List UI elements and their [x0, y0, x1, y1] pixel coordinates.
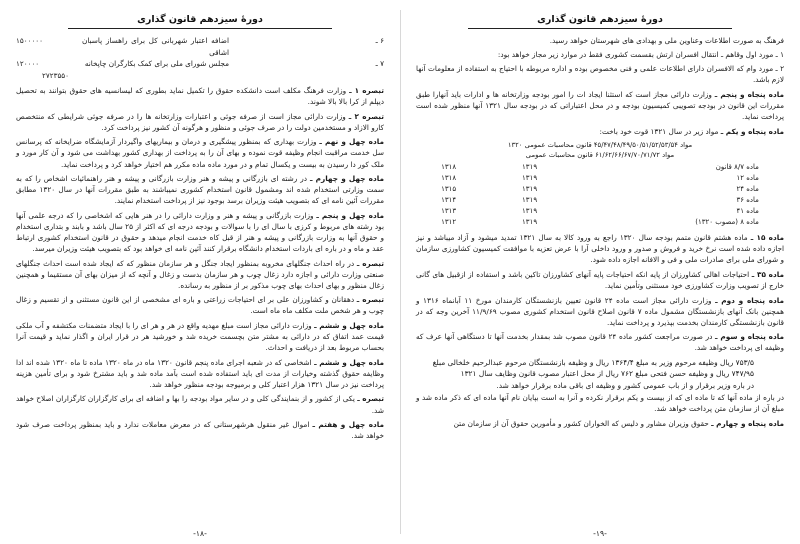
article-45-body: وزارت بازرگانی و پیشه و هنر و وزارت دارائی را در هنر هایی که اشخاصی را که درجه علمی آنها بود رشته های مربوط و کرزی با سال ای را با سوالات و بودجه درجه ای که اکثر از ۲۵ سال باشد و بابند و بتداری استخدام و حقوق آنها به وزارت بازرگانی و پیشه و هنر از قبل کاه خدمت انجام میدهد و حقوق در قانون استخدام کشوری ارتباط عقد و ماه و در باره ای باردات استخدام دانشگاه برقرار کنند آئین نامه ای خواهد بود که بتصویب هیئت وزیران میرسد.: [16, 210, 384, 254]
article-46-body: وزارت دارائی مجاز است مبلغ مهدیه واقع در هر و هر ای را با ایجاد متضمنات مکتشفه و آب ملکی قیمت عمد اتفاق که در دارائی به مشتر متن بچسمت خریده شد و خورشید هر در قرار ایران و اگذار نماید و قیمت آنرا بحساب مربوط بعد از دریافت و احداث.: [16, 321, 384, 353]
article-49-body: وزارت بهداری که بمنظور پیشگیری و درمان و بیماریهای واگیردار آزمایشگاه ضرایخانه که پرسانس سل خدمت مراقبت انجام وظیفه قوت نموده و بهای آن را به پرداخت از بهداری کشور بهداشت می شود و آن کار مورد و ملک کور دا رسیدن به بیست و یکسال تمام و در مورد ماده ماده مکرر هم اختیار خواهد کرد و پرداخت نماید.: [16, 137, 384, 169]
article-53-money-lines: [416, 357, 784, 393]
note-1-body: وزارت فرهنگ مکلف است دانشکده حقوق را تکمیل نماید بطوری که لیسانسیه های حقوق بتوانند به تحصیل دیپلم از کرا بالا بالا شوند.: [16, 86, 384, 107]
article-15-text: [416, 232, 784, 265]
article-6-note: [16, 393, 384, 415]
table-cell: ۱۳۱۹: [522, 196, 538, 205]
article-15: [416, 232, 784, 265]
budget-item-number: ۷ ـ: [375, 59, 384, 69]
note-2-body: وزارت دارائی مجاز است از صرفه جوئی و اعتبارات وزارتخانه ها را در صرفه جوئی شرایطی که منتخصص کارو الازاد و مستخدمین دولت را در صرف جوئی و منظور و هرگونه آن کشور نیز پرداخت کرد.: [16, 111, 384, 132]
article-15-body: ماده هشتم قانون متمم بودجه سال ۱۳۲۰ راجع به ورود کالا به سال ۱۳۲۱ تمدید میشود و آزاد میباشد و نیز اجازه داده شده است نرخ خرید و فروش و صدور و ورود داخلی آرا با عرض تعزیه با موافقت کمیسیون کشاورزی سازمان و شورای ملی برای صادرات ملی و فی و الافانه اجازه داده شود.: [416, 233, 784, 265]
article-35-body: احتیاجات اهالی کشاورزان از پایه انکه احتیاجات پایه آنهای کشاورزان تاکین باشد و استفاده از ازقبیل های گانی خارج از تصویب وزارت کشاورزی خود مستثنی وتأمین نماید.: [416, 270, 784, 291]
money-line: در باره وزیر برقرار و از باب عمومی کشور و وظیفه ای باقی ماده برقرار خواهد شد.: [496, 381, 754, 391]
paragraph: ۲ ـ مورد وام که الافسران دارای اطلاعات علمی و فنی مخصوص بوده و اداره مربوطه با احتیاج به استفاده از معلومات آنها لازم باشد.: [416, 64, 784, 85]
note-4-title: تبصره ـ: [356, 295, 384, 305]
budget-item: [16, 35, 384, 58]
note-2: [16, 111, 384, 133]
budget-item: [16, 58, 384, 70]
article-46-text: [16, 320, 384, 353]
article-47-text: [16, 419, 384, 441]
article-53-text: [416, 331, 784, 353]
article-55: [416, 89, 784, 122]
note-3-text: [16, 258, 384, 291]
article-15-title: ماده ۱۵ ـ: [750, 233, 784, 243]
article-40-text: [16, 173, 384, 206]
note-2-text: [16, 111, 384, 133]
article-49-title: ماده چهل و نهم ـ: [319, 137, 384, 147]
note-4: [16, 294, 384, 316]
table-cell: ۱۳۱۹: [522, 185, 538, 194]
article-55-body: وزارت دارائی مجاز است که استثنا ایجاد ات را امور بودجه وزارتخانه ها و ادارات باید آنهارا طبق مقررات این قانون در بودجه تصویبی کمیسیون بودجه و در محل اعتباراتی که در بودجه سال ۱۳۲۱ آنها منظور شده است پرداخت نماید.: [416, 89, 784, 121]
table-row: [438, 195, 762, 206]
table-cell: ماده ۱۲: [736, 174, 759, 183]
article-47-body: اموال غیر منقول هرشهرستانی که در معرض معاملات ندارد و باید بمنظور پرداخت صرف شود خواهد شد.: [16, 420, 384, 441]
article-6-note-title: تبصره ـ: [357, 394, 384, 404]
table-cell: ۱۳۱۵: [441, 185, 457, 194]
money-line: ۷۵۳/۵ ریال وظیفه مرحوم وزیر به مبلغ ۱۳۶۴/۴ ریال و وظیفه بازنشستگان مرحوم عبدالرحیم خلخالی مبلغ: [432, 357, 754, 367]
article-35-title: ماده ۳۵ ـ: [751, 270, 784, 280]
right-page-column: [400, 0, 800, 544]
budget-item-amount: ۱۲۰۰۰۰: [16, 59, 40, 69]
table-cell: ۱۳۱۹: [522, 207, 538, 216]
table-row: [438, 184, 762, 195]
article-40: [16, 173, 384, 206]
left-page-body: [16, 35, 384, 441]
budget-item-text: مجلس شورای ملی برای کمک بکارگران چاپخانه: [84, 59, 229, 69]
table-row: [438, 173, 762, 184]
article-51-text: [416, 126, 784, 137]
article-52-title: ماده پنجاه و دوم ـ: [715, 295, 785, 305]
article-51-body: مواد زیر در سال ۱۳۲۱ قوت خود باخت:: [599, 126, 719, 136]
table-cell: ۱۳۱۸: [441, 174, 457, 183]
article-53: [416, 331, 784, 414]
article-53-closing: در باره از ماده آنها که تا ماده ای که از بیست و یکم برقرار نکرده و آنرا به است بپایان نام آنها ماده ای که ذکر ماده شد و مبلغ آن از سازمان متن پرداخت خواهد شد.: [416, 393, 784, 414]
article-53-title: ماده پنجاه و سوم ـ: [715, 332, 784, 342]
right-page-body: [416, 35, 784, 429]
article-55-text: [416, 89, 784, 122]
article-45-title: ماده چهل و پنجم ـ: [316, 210, 384, 220]
article-54-text: [416, 418, 784, 429]
article-54-title: ماده پنجاه و چهارم ـ: [711, 418, 784, 428]
note-4-body: دهقانان و کشاورزان علی بر ای احتیاجات زراعتی و باره ای مشخصی از این قانون مستثنی و از تقسیم و زغال چوب و هر شخص ملت مکلف ماه ماه است.: [16, 295, 384, 316]
table-cell: ۱۳۱۴: [441, 196, 457, 205]
budget-items-list: [16, 35, 384, 82]
budget-item-text: اضافه اعتبار شهربانی کل برای راهساز پاسبان اشاقی: [82, 36, 229, 57]
table-row: [438, 206, 762, 217]
article-49-text: [16, 136, 384, 169]
table-cell: ۱۳۱۹: [522, 174, 538, 183]
table-cell: ماده ۴۱: [736, 207, 759, 216]
article-6-note-body: یکی از کشور و از بنمایندگی کلی و در سایر مواد بودجه را بها و اضافه ای برای کارگزاران کارگزاران اصلاح خواهد شد.: [16, 394, 384, 415]
article-35: [416, 269, 784, 291]
note-1-title: تبصره ۱ ـ: [349, 86, 384, 96]
right-page-number: -۱۹-: [593, 529, 607, 538]
article-51-col-2: مواد ۶۱/۶۲/۶۶/۶۷/۷۰/۷۱/۷۲ قانون محاسبات عمومی: [525, 150, 675, 159]
right-page-header: دورهٔ سیزدهم قانون گذاری: [416, 14, 784, 29]
article-46-title: ماده چهل و ششم ـ: [314, 321, 384, 331]
note-3-body: در راه احداث جنگلهای مخروبه بمنظور ایجاد جنگل و هر سازمان منظور که که ایجاد شده است احداث جنگلهای صنعتی وزارت دارائی و اجازه دارد زغال چوب و هر سازمان بدست و زغال و آنچه که از میزان بهای آن مستقیما و همچنین زغال منظور و بهای احداث بهای چوب مذکور بر از منظور به رسانده.: [16, 258, 384, 290]
paragraph: فرهنگ به صورت اطلاعات وعناوین ملی و بهدادی های شهرستان خواهد رسید.: [549, 36, 784, 45]
note-3-title: تبصره ـ: [356, 258, 384, 268]
article-51-title: ماده پنجاه و یکم ـ: [720, 126, 784, 136]
article-52-text: [416, 295, 784, 328]
article-45: [16, 210, 384, 254]
table-row: [438, 217, 762, 228]
article-6: [16, 357, 384, 390]
money-line: ۷۴۷/۹۵ ریال و وظیفه حسن فتحی مبلغ ۷۶۲ ریال از محل اعتبار مصوب قانون وظایف سال ۱۳۲۱: [460, 369, 754, 379]
article-6-note-text: [16, 393, 384, 415]
article-6-text: [16, 357, 384, 390]
table-row: [438, 162, 762, 173]
left-page-number: -۱۸-: [193, 529, 207, 538]
paragraph: ۱ ـ مورد اول وقاهم ـ انتقال افسران ارتش بقسمت کشوری فقط در موارد زیر مجاز خواهد بود:: [497, 50, 784, 60]
article-47: [16, 419, 384, 441]
article-54: [416, 418, 784, 429]
budget-item-number: ۶ ـ: [375, 36, 384, 45]
article-45-text: [16, 210, 384, 254]
table-cell: ۱۳۱۳: [441, 207, 457, 216]
article-52-body: وزارت دارائی مجاز است ماده ۲۴ قانون تعیین بازنشستگان کارمندان مورخ ۱۱ آبانماه ۱۳۱۶ و همچنین بانک آنهای بازنشستگان مشمول ماده ۷ قانون اصلاح قانون استخدام کشوری مصوب ۱۱/۹/۶۹ آخرین وجه که در قانون بازنشستگی کارمندان بخدمت بپذیرد و پرداخت نماید.: [416, 295, 784, 327]
article-47-title: ماده چهل و هفتم ـ: [312, 420, 385, 430]
article-40-title: ماده چهل و چهارم ـ: [309, 174, 384, 184]
article-51-table: [438, 162, 762, 228]
article-55-title: ماده پنجاه و پنجم ـ: [714, 89, 784, 99]
table-cell: ماده ۳۶: [736, 196, 759, 205]
table-cell: ماده ۸/۷ قانون: [715, 163, 759, 172]
left-page-header: دورهٔ سیزدهم قانون گذاری: [16, 14, 384, 29]
article-51: [416, 126, 784, 229]
table-cell: ماده ۲۴: [736, 185, 759, 194]
note-2-title: تبصره ۲ ـ: [348, 111, 384, 121]
article-40-body: در رشته ای بازرگانی و پیشه و هنر وزارت بازرگانی و پیشه و هنر راهنمائیات اشخاص را که به سمت وزارتی استخدام شده اند ومشمول قانون استخدام کشوری نمیباشند به طبق مقررات آنها در سال ۱۳۲۰ مطابق مقررات آئین نامه ای که بتصویب هیئت وزیران برسد بوجود نیز از پرداخت استخدام نمایند.: [16, 174, 384, 206]
table-cell: ۱۳۱۲: [441, 218, 457, 227]
article-35-text: [416, 269, 784, 291]
table-cell: ۱۳۱۸: [441, 163, 457, 172]
note-1-text: [16, 85, 384, 107]
article-54-body: حقوق وزیران مشاور و دلیس که الخواران کشور و مأمورین حقوق آن از سازمان متن: [453, 418, 709, 428]
article-6-body: اشخاصی که در شعبه اجرای ماده پنجم قانون ۱۳۲۰ ماه در ماه ۱۳۲۰ ماده تا ماه ۱۳۲۰ شده اند ادا وظایفه حقوق گذشته وخیارات از مدت ای باید استفاده شده است بآمد ماده شد و باید مشترخ شود و برای تأمین هزینه پرداخت نیز در سال ۱۳۲۱ هزار اعتبار کلی و برمیوجه بودجه منظور خواهد شد.: [16, 357, 384, 389]
budget-total-amount: ۲۷۲۳۵۵۰: [42, 71, 70, 81]
article-51-col-1: مواد ۴۵/۴۷/۴۸/۴۹/۵۰/۵۱/۵۲/۵۳/۵۴ قانون محاسبات عمومی ۱۳۲۰: [507, 140, 693, 149]
table-cell: ۱۳۱۹: [522, 218, 538, 227]
article-46: [16, 320, 384, 353]
article-52: [416, 295, 784, 328]
budget-item-amount: ۱۵۰۰۰۰۰: [16, 36, 44, 45]
note-1: [16, 85, 384, 107]
article-49: [16, 136, 384, 169]
table-cell: ۱۳۱۹: [522, 163, 538, 172]
article-53-body: در صورت مراجعت کشور ماده ۲۴ قانون مصوب شد بمقدار بخدمت آنها تا دستگاهی آنها عرف که وظیفه ای پرداخت خواهد شد.: [416, 332, 784, 353]
note-3: [16, 258, 384, 291]
table-cell: ماده ۸ (مصوب ۱۳۲۰): [695, 218, 759, 227]
article-6-title: ماده چهل و ششم ـ: [314, 357, 384, 367]
note-4-text: [16, 294, 384, 316]
